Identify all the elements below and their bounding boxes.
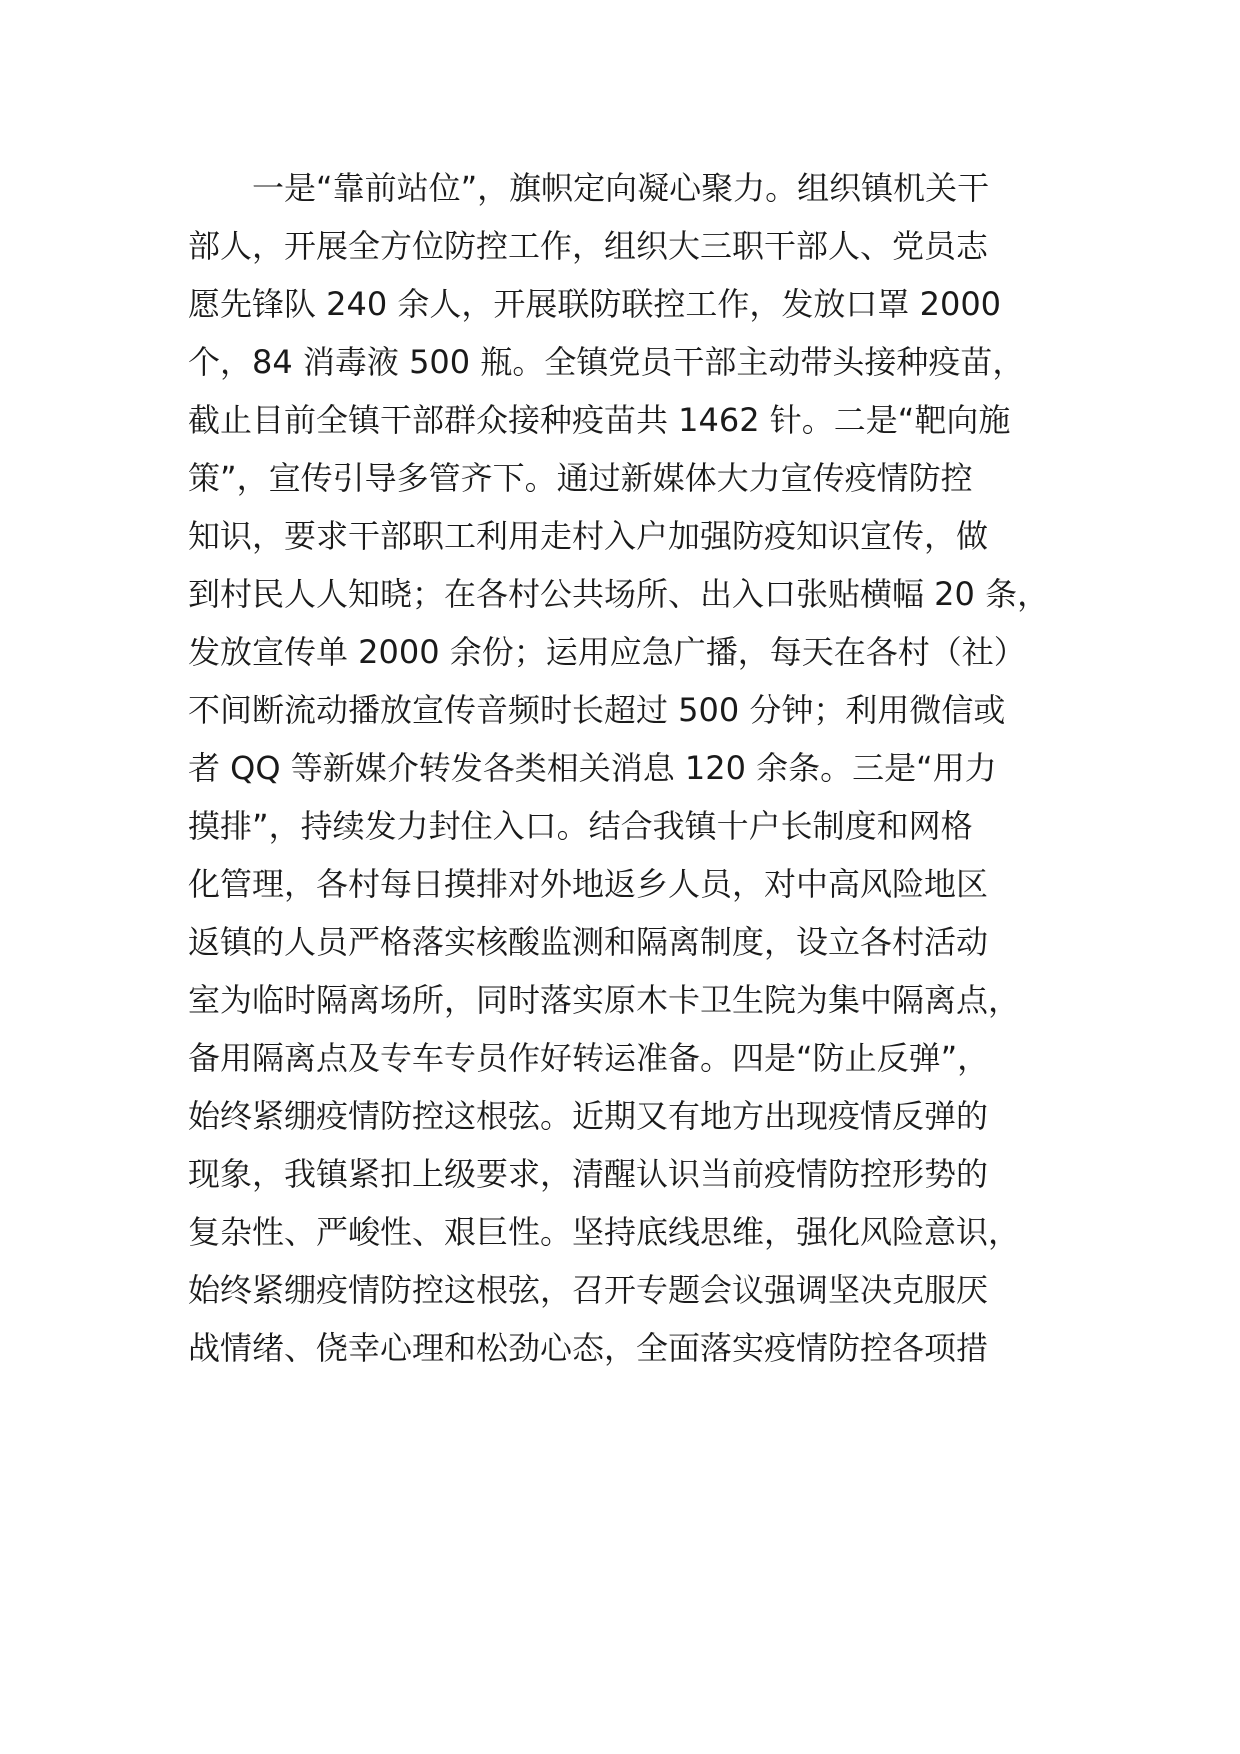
text-line: 现象，我镇紧扣上级要求，清醒认识当前疫情防控形势的 bbox=[188, 1155, 989, 1193]
text-line: 愿先锋队 240 余人，开展联防联控工作，发放口罩 2000 bbox=[188, 285, 1002, 323]
text-line: 始终紧绷疫情防控这根弦。近期又有地方出现疫情反弹的 bbox=[188, 1097, 989, 1135]
text-line: 摸排”，持续发力封住入口。结合我镇十户长制度和网格 bbox=[188, 807, 973, 845]
text-line: 到村民人人知晓；在各村公共场所、出入口张贴横幅 20 条， bbox=[188, 575, 1050, 613]
text-line: 不间断流动播放宣传音频时长超过 500 分钟；利用微信或 bbox=[188, 691, 1006, 729]
text-line: 策”，宣传引导多管齐下。通过新媒体大力宣传疫情防控 bbox=[188, 459, 973, 497]
text-line: 返镇的人员严格落实核酸监测和隔离制度，设立各村活动 bbox=[188, 923, 989, 961]
text-line: 备用隔离点及专车专员作好转运准备。四是“防止反弹”， bbox=[188, 1039, 990, 1077]
text-line: 者 QQ 等新媒介转发各类相关消息 120 余条。三是“用力 bbox=[188, 749, 997, 787]
text-line: 室为临时隔离场所，同时落实原木卡卫生院为集中隔离点， bbox=[188, 981, 1021, 1019]
text-line: 知识，要求干部职工利用走村入户加强防疫知识宣传，做 bbox=[188, 517, 989, 555]
text-line: 复杂性、严峻性、艰巨性。坚持底线思维，强化风险意识， bbox=[188, 1213, 1021, 1251]
text-line: 一是“靠前站位”，旗帜定向凝心聚力。组织镇机关干 bbox=[188, 169, 990, 207]
text-line: 战情绪、侥幸心理和松劲心态，全面落实疫情防控各项措 bbox=[188, 1329, 989, 1367]
text-line: 部人，开展全方位防控工作，组织大三职干部人、党员志 bbox=[188, 227, 989, 265]
text-line: 化管理，各村每日摸排对外地返乡人员，对中高风险地区 bbox=[188, 865, 989, 903]
text-line: 截止目前全镇干部群众接种疫苗共 1462 针。二是“靶向施 bbox=[188, 401, 1011, 439]
text-line: 发放宣传单 2000 余份；运用应急广播，每天在各村（社） bbox=[188, 633, 1026, 671]
text-line: 始终紧绷疫情防控这根弦，召开专题会议强调坚决克服厌 bbox=[188, 1271, 989, 1309]
text-line: 个，84 消毒液 500 瓶。全镇党员干部主动带头接种疫苗， bbox=[188, 343, 1025, 381]
